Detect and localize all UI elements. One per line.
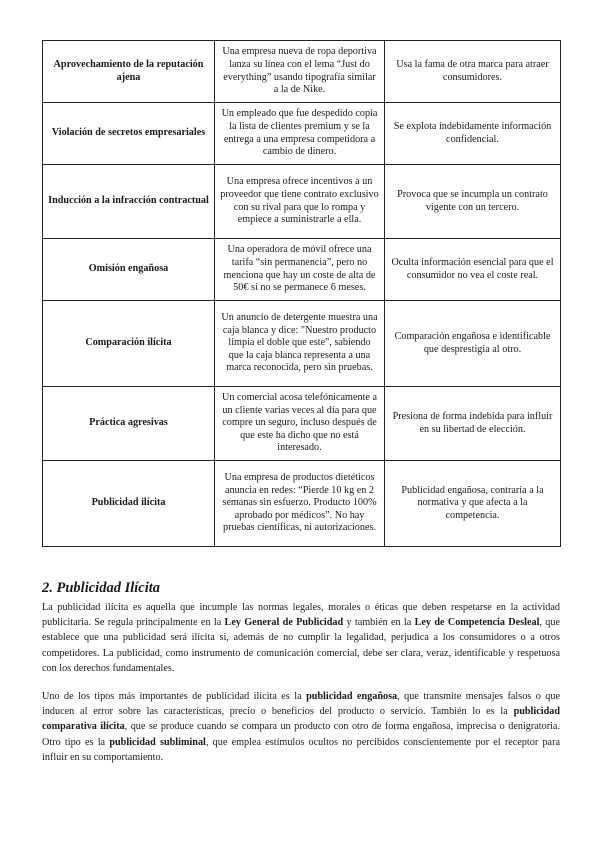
text-run: , que establece que una publicidad será ilícita si, además de no cumplir la legalidad, perjudica a los consumidores o a otros competidores. La publicidad, como instrumento de comunicación comercial, debe ser clara, veraz, identificable y respetuosa con los derechos fundamentales.	[42, 617, 560, 674]
text-run: La publicidad ilícita es aquella que incumple las normas legales, morales o éticas que deben respetarse en la actividad publicitaria. Se regula principalmente en la	[42, 602, 560, 629]
practice-example: Un empleado que fue despedido copia la lista de clientes premium y se la entrega a una empresa competidora a cambio de dinero.	[215, 103, 385, 165]
practice-name: Comparación ilícita	[43, 301, 215, 387]
practice-name: Publicidad ilícita	[43, 461, 215, 547]
table-row	[43, 41, 561, 103]
text-run: , que transmite mensajes falsos o que inducen al error sobre las características, precio o beneficios del producto o servicio. También lo es la	[42, 691, 560, 718]
practice-name: Omisión engañosa	[43, 239, 215, 301]
bold-term: Ley de Competencia Desleal	[414, 617, 540, 629]
bold-term: publicidad comparativa ilícita	[42, 706, 560, 733]
practice-reason: Publicidad engañosa, contraria a la normativa y que afecta a la competencia.	[385, 461, 561, 547]
table-row	[43, 103, 561, 165]
practice-reason: Provoca que se incumpla un contrato vigente con un tercero.	[385, 165, 561, 239]
practice-reason: Usa la fama de otra marca para atraer consumidores.	[385, 41, 561, 103]
text-run: , que emplea estímulos ocultos no percibidos conscientemente por el receptor para influir en su comportamiento.	[42, 736, 560, 763]
practice-reason: Presiona de forma indebida para influir en su libertad de elección.	[385, 387, 561, 461]
bold-term: publicidad engañosa	[306, 691, 398, 702]
practice-example: Una empresa de productos dietéticos anuncia en redes: “Pierde 10 kg en 2 semanas sin esfuerzo. Producto 100% aprobado por médicos”. No hay pruebas científicas, ni autorizaciones.	[215, 461, 385, 547]
paragraph-definition	[42, 600, 560, 676]
practice-example: Un comercial acosa telefónicamente a un cliente varias veces al día para que compre un seguro, incluso después de que este ha dicho que no está interesado.	[215, 387, 385, 461]
practice-name: Inducción a la infracción contractual	[43, 165, 215, 239]
text-run: Uno de los tipos más importantes de publicidad ilícita es la	[42, 691, 307, 702]
practice-example: Una operadora de móvil ofrece una tarifa “sin permanencia”, pero no menciona que hay un coste de alta de 50€ si no se permanece 6 meses.	[215, 239, 385, 301]
practice-name: Violación de secretos empresariales	[43, 103, 215, 165]
paragraph-types	[42, 689, 560, 765]
table-row	[43, 387, 561, 461]
table-row	[43, 165, 561, 239]
table-row	[43, 239, 561, 301]
bold-term: Ley General de Publicidad	[224, 617, 344, 629]
practice-reason: Oculta información esencial para que el consumidor no vea el coste real.	[385, 239, 561, 301]
practice-name: Práctica agresivas	[43, 387, 215, 461]
practice-reason: Se explota indebidamente información confidencial.	[385, 103, 561, 165]
practices-table	[42, 40, 561, 547]
table-row	[43, 301, 561, 387]
practice-example: Una empresa nueva de ropa deportiva lanza su línea con el lema “Just do everything” usando tipografía similar a la de Nike.	[215, 41, 385, 103]
bold-term: publicidad subliminal	[109, 736, 206, 748]
practice-example: Un anuncio de detergente muestra una caja blanca y dice: "Nuestro producto limpia el doble que este", sabiendo que la caja blanca representa a una marca reconocida, pero sin pruebas.	[215, 301, 385, 387]
practice-example: Una empresa ofrece incentivos a un proveedor que tiene contrato exclusivo con su rival para que lo rompa y empiece a suministrarle a ella.	[215, 165, 385, 239]
text-run: , que se produce cuando se compara un producto con otro de forma engañosa, imprecisa o denigratoria. Otro tipo es la	[42, 721, 560, 748]
practice-reason: Comparación engañosa e identificable que desprestigia al otro.	[385, 301, 561, 387]
table-row	[43, 461, 561, 547]
text-run: y también en la	[343, 617, 415, 629]
practice-name: Aprovechamiento de la reputación ajena	[43, 41, 215, 103]
section-title: 2. Publicidad Ilícita	[42, 580, 161, 596]
